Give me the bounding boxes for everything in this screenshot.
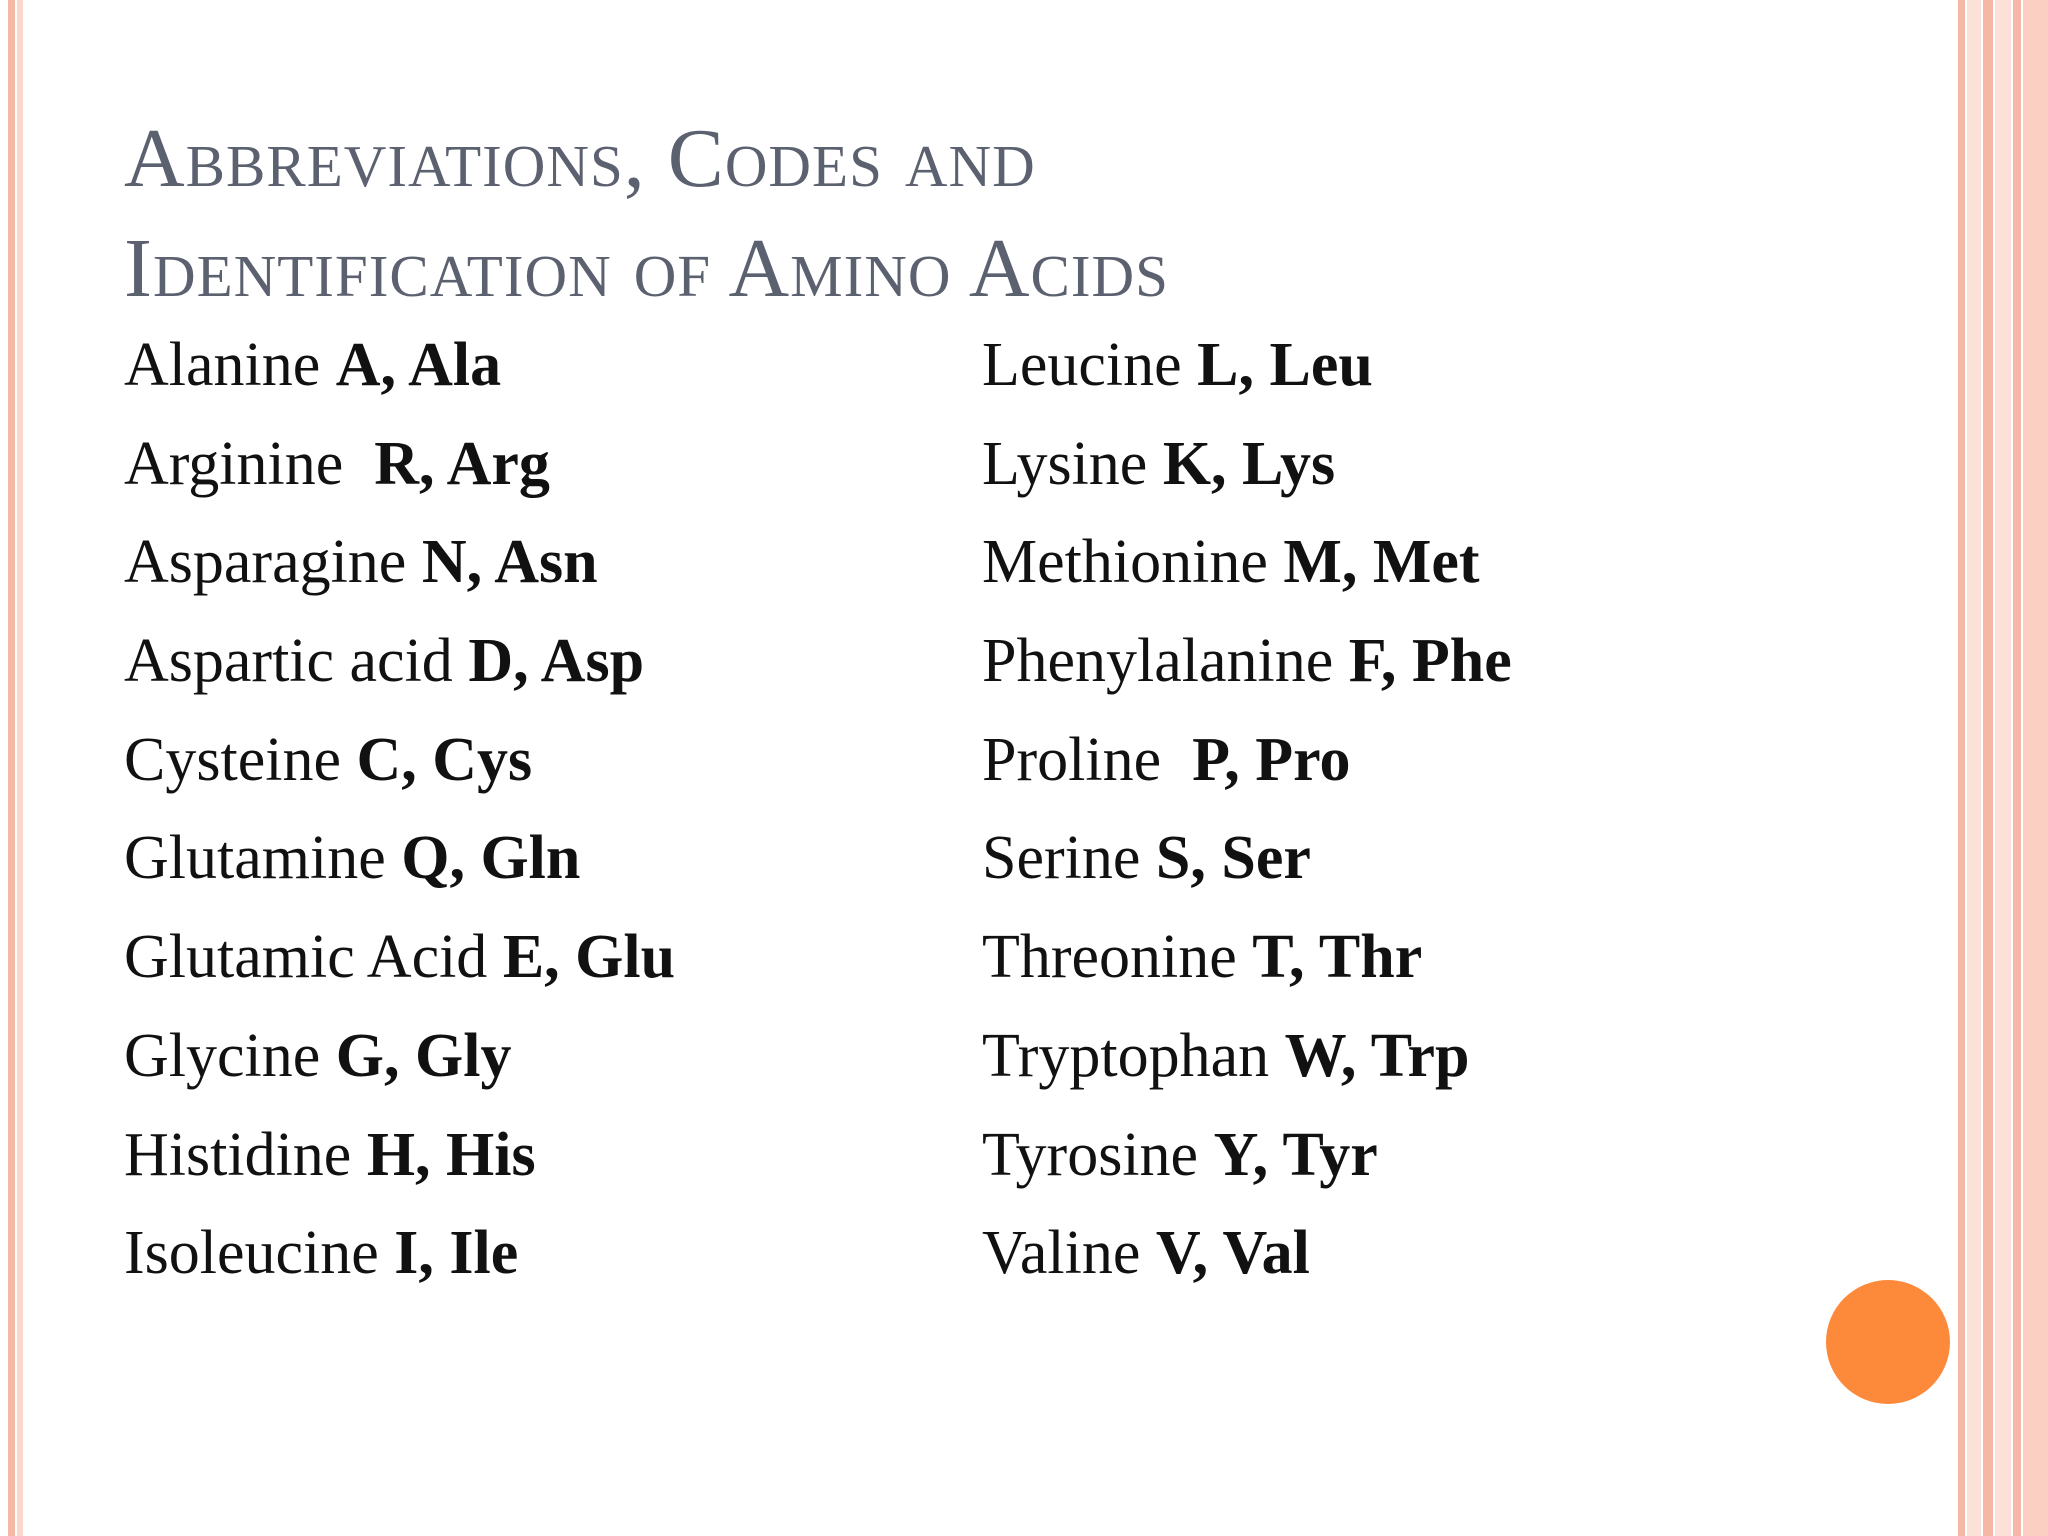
amino-acid-name: Glycine	[124, 1021, 321, 1090]
amino-acid-name: Valine	[982, 1219, 1141, 1288]
amino-acid-name: Isoleucine	[124, 1219, 379, 1288]
amino-acid-code: N, Asn	[421, 528, 598, 597]
amino-acid-code: K, Lys	[1162, 429, 1336, 498]
amino-acid-code: T, Thr	[1252, 923, 1423, 992]
amino-acid-code: D, Asp	[468, 627, 645, 696]
amino-acid-name: Alanine	[124, 331, 321, 399]
right-border-stripe	[1958, 0, 1965, 1536]
slide-title	[124, 104, 1904, 324]
amino-acid-code: V, Val	[1155, 1219, 1310, 1288]
amino-acid-item	[982, 1106, 1882, 1205]
slide-title-line-2: Identification of Amino Acids	[124, 222, 1169, 315]
amino-acid-code: C, Cys	[356, 725, 533, 794]
amino-acid-item	[124, 415, 964, 514]
amino-acid-name: Arginine	[124, 429, 344, 498]
amino-acid-item	[982, 809, 1882, 908]
accent-dot	[1826, 1280, 1950, 1404]
amino-acid-code: G, Gly	[335, 1021, 512, 1090]
amino-acid-item	[124, 809, 964, 908]
slide-title-line-1: Abbreviations, Codes and	[124, 112, 1036, 205]
amino-acid-name: Aspartic acid	[124, 627, 453, 696]
right-border-stripe	[1995, 0, 2011, 1536]
right-border-stripe	[1967, 0, 1981, 1536]
amino-acid-code: E, Glu	[502, 923, 676, 992]
amino-acid-item	[124, 711, 964, 810]
amino-acid-name: Tryptophan	[982, 1021, 1270, 1090]
amino-acid-code: S, Ser	[1155, 824, 1311, 893]
amino-acid-code: W, Trp	[1284, 1021, 1470, 1090]
right-border-stripe	[2013, 0, 2021, 1536]
amino-acid-name: Histidine	[124, 1120, 352, 1189]
amino-acid-item	[982, 1204, 1882, 1303]
amino-acid-name: Phenylalanine	[982, 627, 1334, 696]
amino-acid-code: R, Arg	[374, 429, 550, 498]
amino-acid-code: F, Phe	[1348, 627, 1512, 696]
amino-acid-item	[982, 513, 1882, 612]
amino-acid-name: Threonine	[982, 923, 1237, 992]
amino-acid-item	[124, 513, 964, 612]
amino-acid-name: Cysteine	[124, 725, 341, 794]
amino-acid-name: Methionine	[982, 528, 1268, 597]
amino-acid-item	[982, 316, 1882, 415]
amino-acid-item	[124, 1106, 964, 1205]
amino-acid-name: Proline	[982, 725, 1162, 794]
right-border-stripe	[1983, 0, 1993, 1536]
amino-acid-code: L, Leu	[1197, 331, 1373, 399]
amino-acid-item	[124, 1007, 964, 1106]
amino-acid-list-right	[982, 316, 1882, 1303]
left-border-stripe	[8, 0, 15, 1536]
amino-acid-code: H, His	[366, 1120, 536, 1189]
amino-acid-code: P, Pro	[1192, 725, 1351, 794]
amino-acid-name: Serine	[982, 824, 1141, 893]
amino-acid-item	[982, 711, 1882, 810]
amino-acid-code: A, Ala	[335, 331, 502, 399]
amino-acid-item	[124, 612, 964, 711]
left-border-stripe-inner	[17, 0, 23, 1536]
amino-acid-item	[982, 908, 1882, 1007]
right-border-stripe	[2023, 0, 2048, 1536]
amino-acid-item	[982, 415, 1882, 514]
amino-acid-code: Y, Tyr	[1213, 1120, 1378, 1189]
amino-acid-item	[982, 1007, 1882, 1106]
amino-acid-name: Glutamine	[124, 824, 386, 893]
amino-acid-item	[124, 316, 964, 415]
amino-acid-item	[124, 908, 964, 1007]
amino-acid-name: Lysine	[982, 429, 1148, 498]
amino-acid-name: Leucine	[982, 331, 1182, 399]
amino-acid-item	[124, 1204, 964, 1303]
amino-acid-name: Glutamic Acid	[124, 923, 488, 992]
amino-acid-name: Tyrosine	[982, 1120, 1199, 1189]
amino-acid-code: I, Ile	[394, 1219, 519, 1288]
amino-acid-code: Q, Gln	[401, 824, 581, 893]
amino-acid-name: Asparagine	[124, 528, 407, 597]
amino-acid-code: M, Met	[1283, 528, 1480, 597]
amino-acid-list-left	[124, 316, 964, 1303]
amino-acid-item	[982, 612, 1882, 711]
